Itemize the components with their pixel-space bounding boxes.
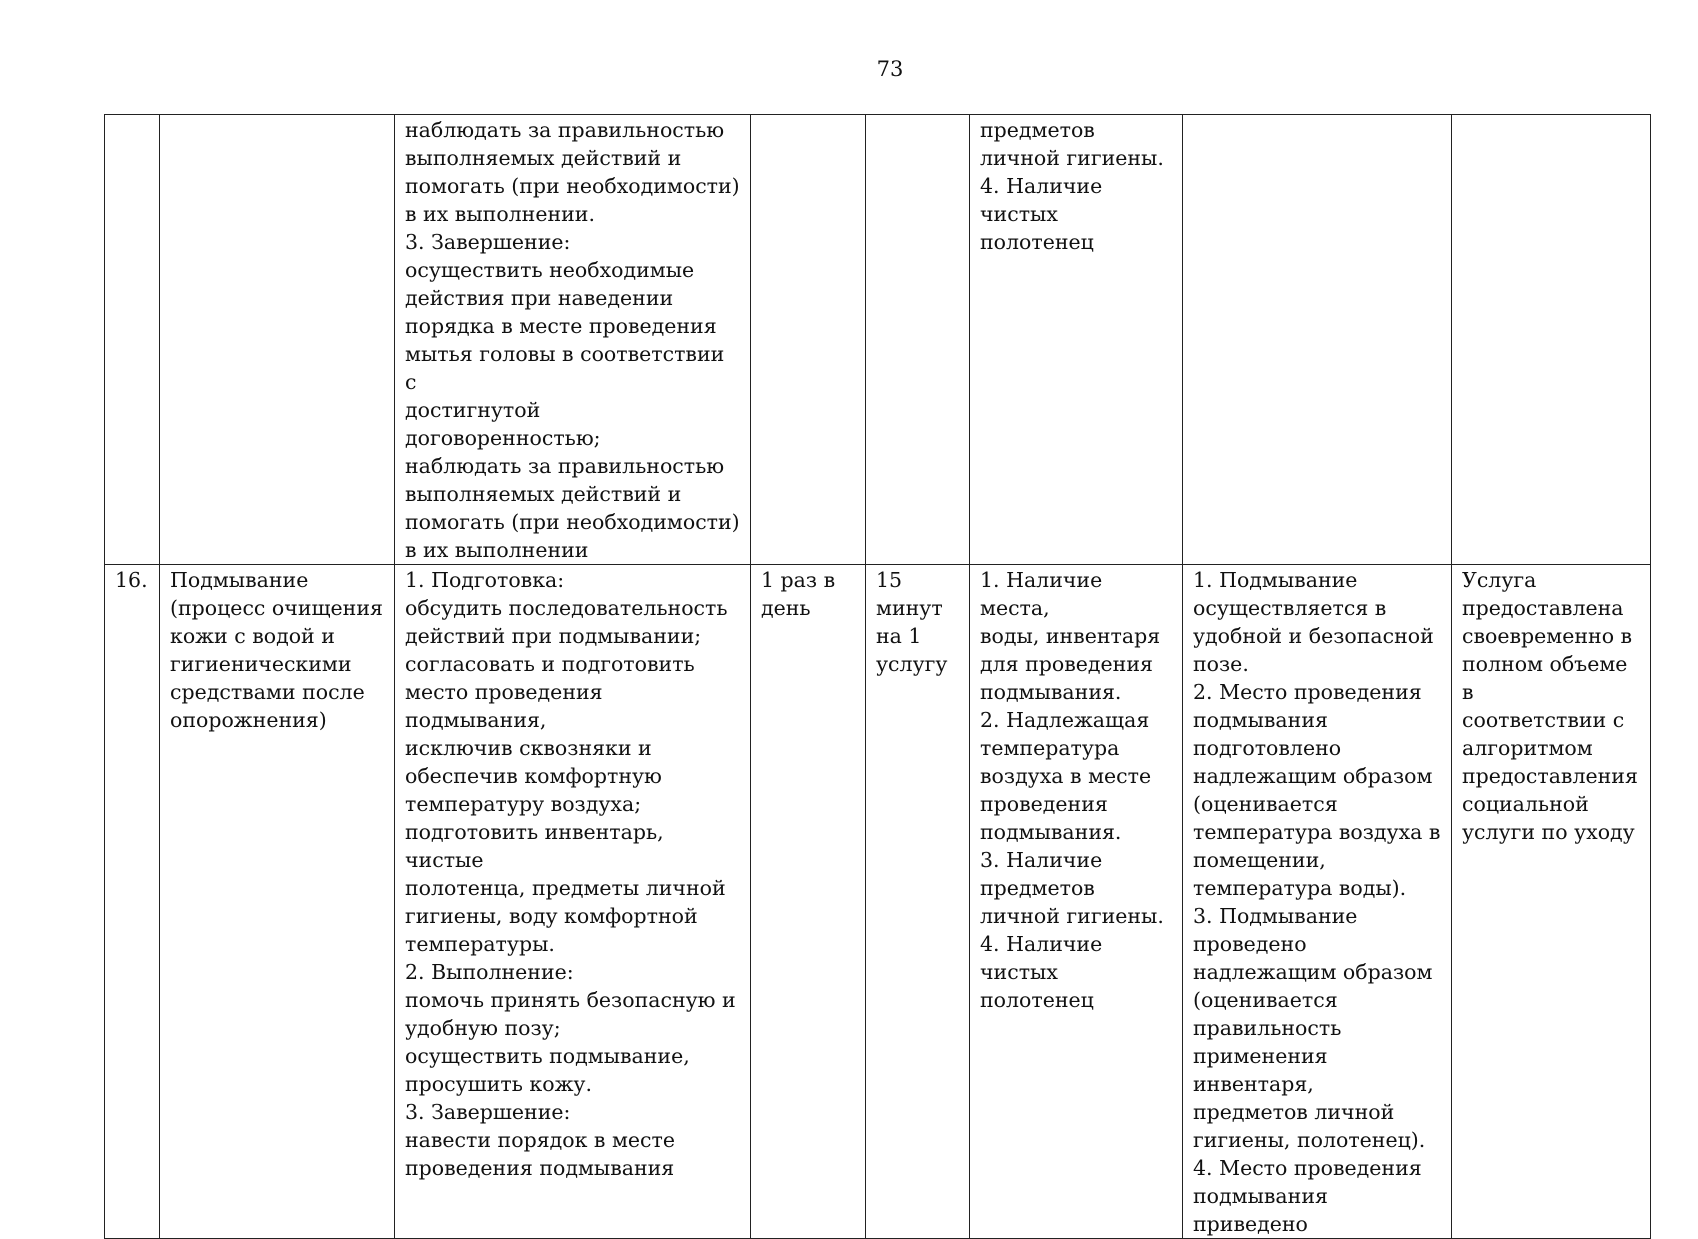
cell-duration: 15 минут на 1 услугу [866,565,970,1239]
cell-duration [866,115,970,565]
cell-number [105,115,160,565]
page-number: 73 [876,57,904,81]
cell-frequency: 1 раз в день [751,565,866,1239]
cell-frequency [751,115,866,565]
cell-conditions: 1. Наличие места, воды, инвентаря для проведения подмывания. 2. Надлежащая температура воздуха в месте проведения подмывания. 3. Наличие предметов личной гигиены. 4. Наличие чистых полотенец [970,565,1183,1239]
services-table [104,114,1651,1239]
cell-conditions: предметов личной гигиены. 4. Наличие чистых полотенец [970,115,1183,565]
cell-result: Услуга предоставлена своевременно в полном объеме в соответствии с алгоритмом предоставления социальной услуги по уходу [1452,565,1651,1239]
cell-service-name [160,115,395,565]
cell-quality-indicators: 1. Подмывание осуществляется в удобной и безопасной позе. 2. Место проведения подмывания подготовлено надлежащим образом (оценивается температура воздуха в помещении, температура воды). 3. Подмывание проведено надлежащим образом (оценивается правильность применения инвентаря, предметов личной гигиены, полотенец). 4. Место проведения подмывания приведено [1183,565,1452,1239]
cell-quality-indicators [1183,115,1452,565]
cell-number: 16. [105,565,160,1239]
cell-procedure: 1. Подготовка: обсудить последовательность действий при подмывании; согласовать и подготовить место проведения подмывания, исключив сквозняки и обеспечив комфортную температуру воздуха; подготовить инвентарь, чистые полотенца, предметы личной гигиены, воду комфортной температуры. 2. Выполнение: помочь принять безопасную и удобную позу; осуществить подмывание, просушить кожу. 3. Завершение: навести порядок в месте проведения подмывания [395,565,751,1239]
cell-procedure: наблюдать за правильностью выполняемых действий и помогать (при необходимости) в их выполнении. 3. Завершение: осуществить необходимые действия при наведении порядка в месте проведения мытья головы в соответствии с достигнутой договоренностью; наблюдать за правильностью выполняемых действий и помогать (при необходимости) в их выполнении [395,115,751,565]
table-row [105,115,1651,565]
cell-result [1452,115,1651,565]
cell-service-name: Подмывание (процесс очищения кожи с водой и гигиеническими средствами после опорожнения) [160,565,395,1239]
table-row [105,565,1651,1239]
